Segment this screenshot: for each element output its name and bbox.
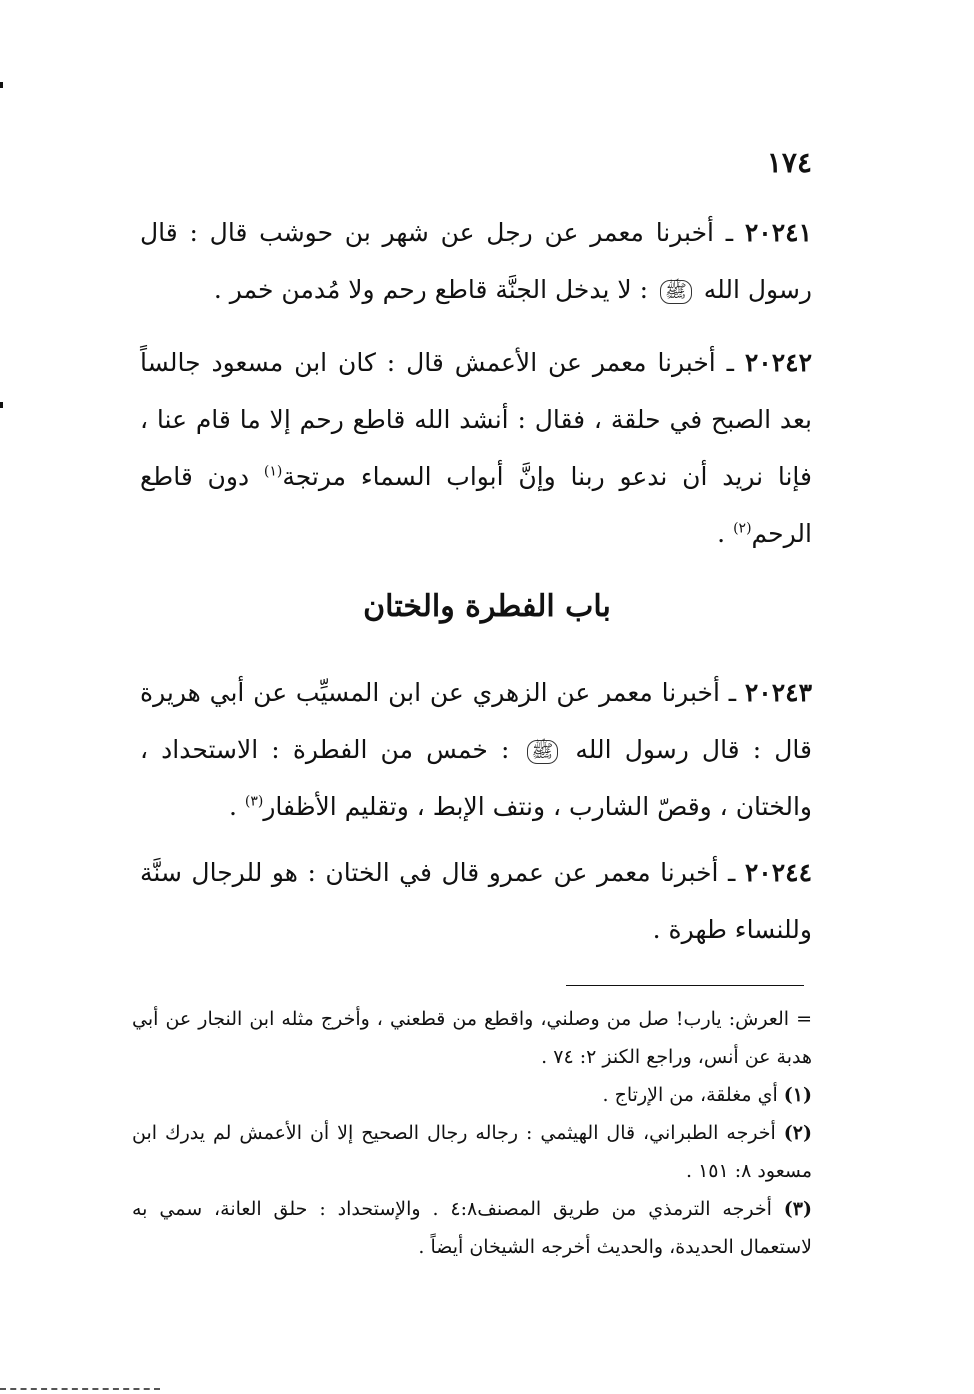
hadith-text: ـ أخبرنا معمر عن رجل عن شهر بن حوشب قال : قال رسول الله — [140, 218, 812, 304]
hadith-number: ٢٠٢٤١ — [744, 218, 812, 247]
footnote-number: (٢) — [783, 1122, 812, 1144]
footnote-text: أخرجه الترمذي من طريق المصنف٤:٨ . والإستحداد : حلق العانة، سمي به لاستعمال الحديدة، والحديث أخرجه الشيخان أيضاً . — [132, 1198, 812, 1258]
hadith-paragraph — [140, 204, 812, 318]
footnote-separator — [566, 985, 804, 986]
hadith-number: ٢٠٢٤٤ — [744, 858, 812, 887]
footnote-text: أي مغلقة، من الإرتاج . — [602, 1084, 784, 1106]
hadith-text: : لا يدخل الجنَّة قاطع رحم ولا مُدمن خمر . — [213, 275, 656, 304]
salla-glyph: ﷺ — [527, 740, 559, 764]
footnote-reference: (١) — [263, 463, 283, 480]
hadith-text: ـ أخبرنا معمر عن الزهري عن ابن المسيِّب عن أبي هريرة قال : قال رسول الله — [140, 678, 813, 764]
hadith-paragraph — [140, 334, 812, 562]
footnote-item — [132, 1190, 812, 1266]
scan-edge-mark-top — [0, 82, 3, 88]
hadith-text: ـ أخبرنا معمر عن عمرو قال في الختان : هو للرجال سنَّة وللنساء طهرة . — [140, 858, 812, 944]
salla-glyph: ﷺ — [660, 280, 692, 304]
footnotes-section — [132, 1000, 812, 1266]
hadith-text: دون قاطع الرحم — [140, 462, 812, 548]
footnote-text: أخرجه الطبراني، قال الهيثمي : رجاله رجال الصحيح إلا أن الأعمش لم يدرك ابن مسعود ٨: ١٥١ . — [132, 1122, 812, 1182]
footnote-number: (٣) — [783, 1198, 812, 1220]
page-number: ١٧٤ — [766, 146, 812, 179]
hadith-number: ٢٠٢٤٢ — [744, 348, 812, 377]
hadith-paragraph — [140, 664, 812, 835]
footnote-number: (١) — [783, 1084, 812, 1106]
hadith-text: . — [717, 519, 734, 548]
footnote-continuation: = العرش: يارب! صل من وصلني، واقطع من قطعني ، وأخرج مثله ابن النجار عن أبي هدبة عن أنس، وراجع الكنز ٢: ٧٤ . — [132, 1008, 812, 1068]
footnote-item — [132, 1114, 812, 1190]
hadith-text: ـ أخبرنا معمر عن الأعمش قال : كان ابن مسعود جالساً بعد الصبح في حلقة ، فقال : أنشد الله قاطع رحم إلا ما قام عنا ، فإنا نريد أن ندعو ربنا وإنَّ أبواب السماء مرتجة — [140, 348, 812, 491]
scan-edge-mark-middle — [0, 402, 3, 408]
footnote-reference: (٣) — [244, 793, 264, 810]
footnote-item — [132, 1076, 812, 1114]
footnote-reference: (٢) — [733, 520, 752, 537]
hadith-text: . — [228, 792, 245, 821]
hadith-text: : خمس من الفطرة : الاستحداد ، والختان ، وقصّ الشارب ، ونتف الإبط ، وتقليم الأظفار — [140, 735, 812, 821]
scan-bottom-edge — [0, 1388, 160, 1390]
hadith-paragraph — [140, 844, 812, 958]
chapter-title: باب الفطرة والختان — [363, 589, 611, 624]
hadith-number: ٢٠٢٤٣ — [744, 678, 812, 707]
